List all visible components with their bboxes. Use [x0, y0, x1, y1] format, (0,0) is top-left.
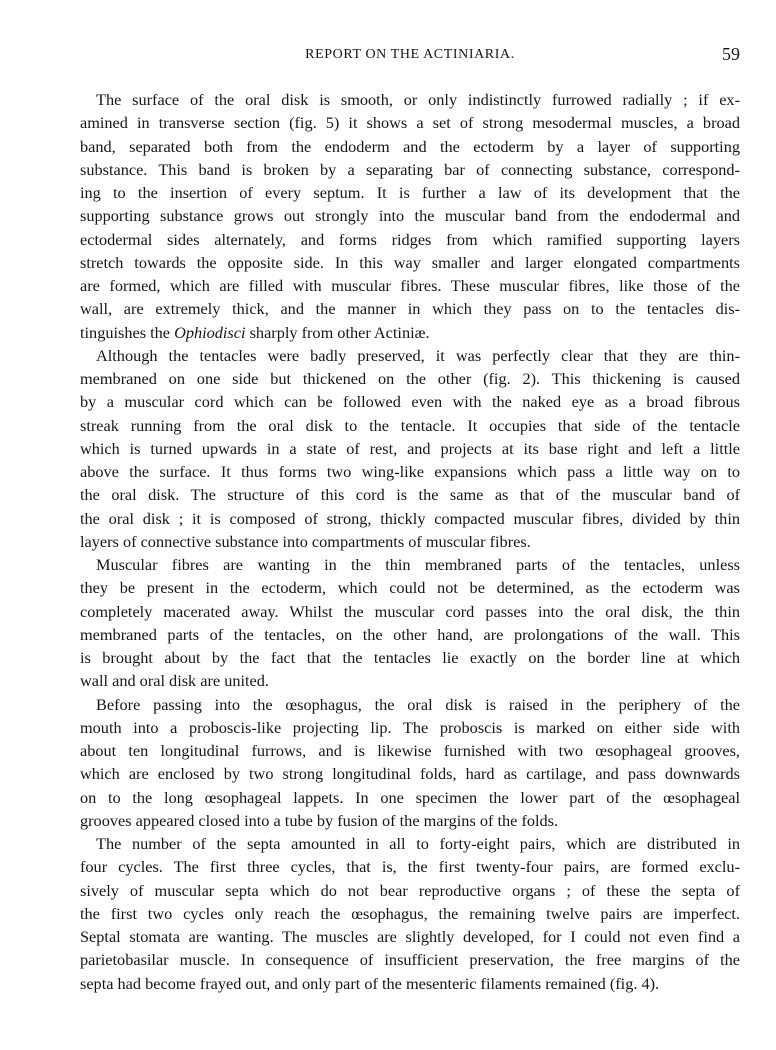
text-line: The number of the septa amounted in all to forty-eight pairs, which are distributed in	[96, 834, 740, 853]
text-line: wall and oral disk are united.	[80, 671, 269, 691]
text-line: about ten longitudinal furrows, and is likewise furnished with two œsophageal grooves,	[80, 741, 740, 760]
paragraph	[80, 344, 740, 553]
paragraph	[80, 832, 740, 995]
text-line: substance. This band is broken by a separating bar of connecting substance, correspond-	[80, 159, 740, 179]
text-line: ectodermal sides alternately, and forms ridges from which ramified supporting layers	[80, 229, 740, 249]
text-line: Septal stomata are wanting. The muscles are slightly developed, for I could not even find a	[80, 927, 740, 946]
text-line: the oral disk. The structure of this cord is the same as that of the muscular band of	[80, 485, 740, 505]
text-line: four cycles. The first three cycles, that is, the first twenty-four pairs, are formed exclu-	[80, 857, 740, 877]
text-line: the oral disk ; it is composed of strong, thickly compacted muscular fibres, divided by thin	[80, 508, 740, 528]
text-line: which is turned upwards in a state of rest, and projects at its base right and left a little	[80, 438, 740, 458]
text-line: The surface of the oral disk is smooth, or only indistinctly furrowed radially ; if ex-	[96, 90, 740, 109]
text-line: parietobasilar muscle. In consequence of insufficient preservation, the free margins of the	[80, 950, 740, 970]
text-line: ing to the insertion of every septum. It is further a law of its development that the	[80, 183, 740, 202]
text-line: amined in transverse section (fig. 5) it shows a set of strong mesodermal muscles, a broad	[80, 113, 740, 133]
text-line: grooves appeared closed into a tube by fusion of the margins of the folds.	[80, 810, 559, 830]
page-number: 59	[722, 44, 740, 64]
text-line: membraned on one side but thickened on the other (fig. 2). This thickening is caused	[80, 369, 740, 388]
text-line: septa had become frayed out, and only part of the mesenteric filaments remained (fig. 4).	[80, 973, 660, 993]
text-line: sively of muscular septa which do not bear reproductive organs ; of these the septa of	[80, 880, 740, 900]
text-line: is brought about by the fact that the tentacles lie exactly on the border line at which	[80, 648, 740, 667]
body-text	[80, 88, 740, 995]
page-header	[80, 44, 740, 68]
text-line: mouth into a proboscis-like projecting lip. The proboscis is marked on either side with	[80, 717, 740, 737]
text-line: the first two cycles only reach the œsophagus, the remaining twelve pairs are imperfect.	[80, 903, 740, 923]
paragraph	[80, 88, 740, 344]
text-line: are formed, which are filled with muscular fibres. These muscular fibres, like those of the	[80, 276, 740, 295]
text-line: tinguishes the Ophiodisci sharply from other Actiniæ.	[80, 322, 430, 342]
running-title: REPORT ON THE ACTINIARIA.	[305, 47, 515, 62]
text-line: membraned parts of the tentacles, on the other hand, are prolongations of the wall. This	[80, 624, 740, 644]
text-line: on to the long œsophageal lappets. In one specimen the lower part of the œsophageal	[80, 787, 740, 807]
text-line: by a muscular cord which can be followed even with the naked eye as a broad fibrous	[80, 392, 740, 412]
text-line: band, separated both from the endoderm and the ectoderm by a layer of supporting	[80, 136, 740, 156]
text-line: completely macerated away. Whilst the muscular cord passes into the oral disk, the thin	[80, 601, 740, 621]
text-line: Before passing into the œsophagus, the oral disk is raised in the periphery of the	[96, 694, 740, 714]
text-line: Muscular fibres are wanting in the thin membraned parts of the tentacles, unless	[96, 555, 740, 574]
text-line: layers of connective substance into compartments of muscular fibres.	[80, 531, 531, 551]
paragraph	[80, 553, 740, 693]
paragraph	[80, 693, 740, 833]
text-line: stretch towards the opposite side. In this way smaller and larger elongated compartments	[80, 252, 740, 272]
text-line: supporting substance grows out strongly into the muscular band from the endodermal and	[80, 206, 740, 226]
text-line: streak running from the oral disk to the tentacle. It occupies that side of the tentacle	[80, 415, 740, 435]
text-line: above the surface. It thus forms two wing-like expansions which pass a little way on to	[80, 462, 740, 481]
text-line: which are enclosed by two strong longitudinal folds, hard as cartilage, and pass downwards	[80, 764, 740, 784]
text-line: they be present in the ectoderm, which could not be determined, as the ectoderm was	[80, 578, 740, 598]
text-line: Although the tentacles were badly preserved, it was perfectly clear that they are thin-	[96, 345, 740, 365]
text-line: wall, are extremely thick, and the manner in which they pass on to the tentacles dis-	[80, 299, 740, 319]
